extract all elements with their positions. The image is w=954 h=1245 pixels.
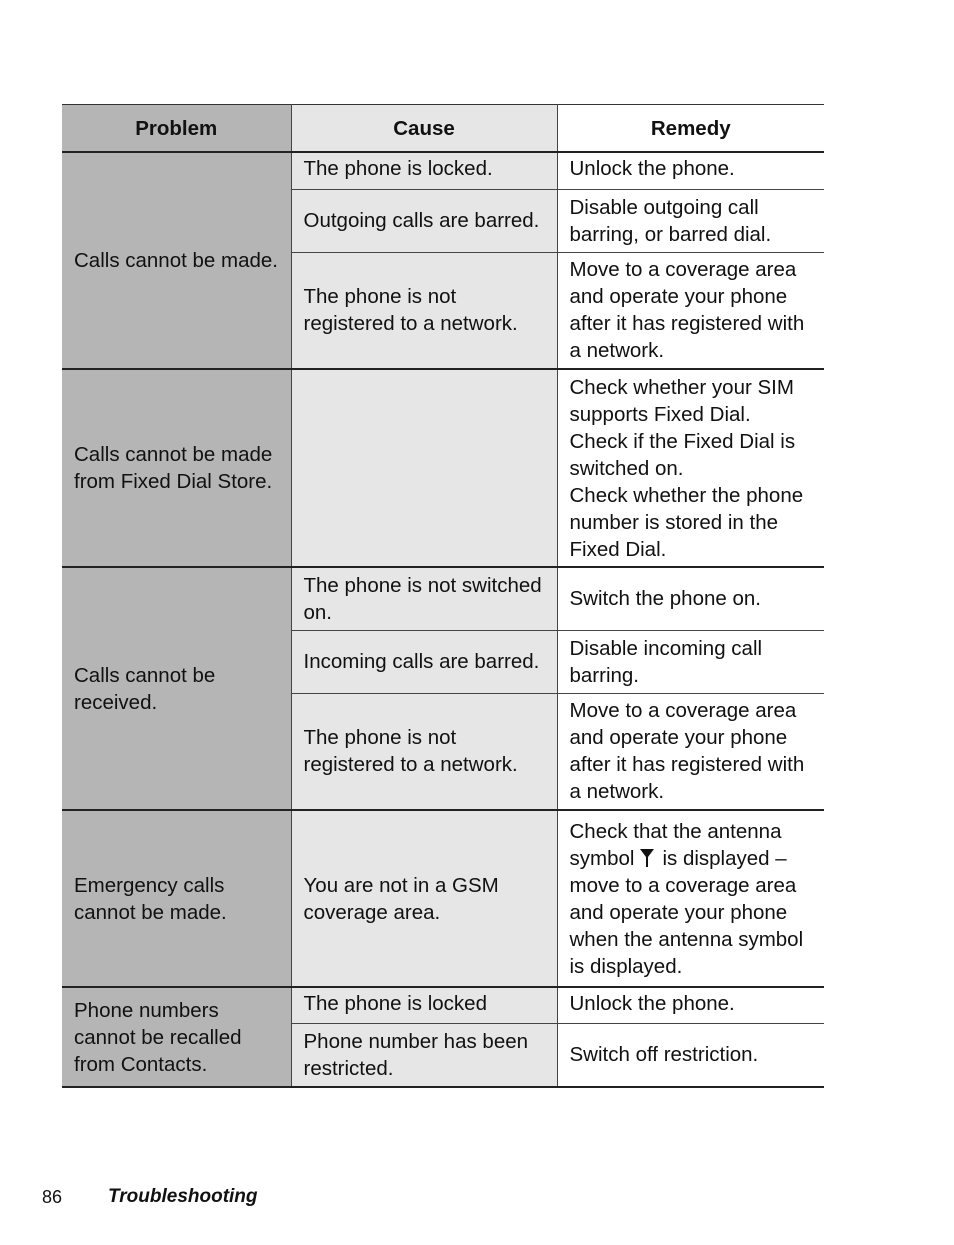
remedy-line: Check whether your SIM supports Fixed Dial.	[569, 375, 794, 426]
header-problem: Problem	[62, 105, 291, 153]
remedy-cell: Unlock the phone.	[557, 152, 824, 189]
cause-cell: Incoming calls are barred.	[291, 630, 557, 693]
remedy-cell: Disable outgoing call barring, or barred dial.	[557, 189, 824, 252]
remedy-cell: Switch the phone on.	[557, 567, 824, 630]
antenna-signal-icon	[640, 847, 654, 865]
remedy-cell: Move to a coverage area and operate your phone after it has registered with a network.	[557, 252, 824, 369]
cause-cell: The phone is not switched on.	[291, 567, 557, 630]
cause-cell: Outgoing calls are barred.	[291, 189, 557, 252]
remedy-cell: Unlock the phone.	[557, 987, 824, 1023]
remedy-line: Check whether the phone number is stored in the Fixed Dial.	[569, 483, 804, 561]
remedy-text-before: Check that the antenna symbol	[569, 819, 782, 870]
remedy-cell: Move to a coverage area and operate your phone after it has registered with a network.	[557, 693, 824, 810]
remedy-cell: Disable incoming call barring.	[557, 630, 824, 693]
cause-cell: The phone is locked	[291, 987, 557, 1023]
remedy-cell: Switch off restriction.	[557, 1023, 824, 1087]
problem-cell: Emergency calls cannot be made.	[62, 810, 291, 987]
problem-cell: Calls cannot be received.	[62, 567, 291, 810]
remedy-cell	[557, 369, 824, 567]
header-remedy: Remedy	[557, 105, 824, 153]
cause-cell: The phone is locked.	[291, 152, 557, 189]
problem-cell: Phone numbers cannot be recalled from Contacts.	[62, 987, 291, 1087]
cause-cell: The phone is not registered to a network.	[291, 252, 557, 369]
page-number: 86	[42, 1187, 63, 1207]
cause-cell	[291, 369, 557, 567]
table-row	[62, 152, 824, 189]
cause-cell: Phone number has been restricted.	[291, 1023, 557, 1087]
table-row	[62, 810, 824, 987]
table-row	[62, 369, 824, 567]
header-row	[62, 105, 824, 153]
cause-cell: The phone is not registered to a network.	[291, 693, 557, 810]
header-cause: Cause	[291, 105, 557, 153]
table-row	[62, 987, 824, 1023]
problem-cell: Calls cannot be made.	[62, 152, 291, 369]
troubleshooting-table	[62, 104, 824, 1088]
section-title: Troubleshooting	[108, 1186, 258, 1207]
remedy-cell	[557, 810, 824, 987]
remedy-text-after: is displayed – move to a coverage area and operate your phone when the antenna symbol is displayed.	[569, 846, 804, 978]
remedy-line: Check if the Fixed Dial is switched on.	[569, 429, 796, 480]
problem-cell: Calls cannot be made from Fixed Dial Store.	[62, 369, 291, 567]
cause-cell: You are not in a GSM coverage area.	[291, 810, 557, 987]
table-row	[62, 567, 824, 630]
